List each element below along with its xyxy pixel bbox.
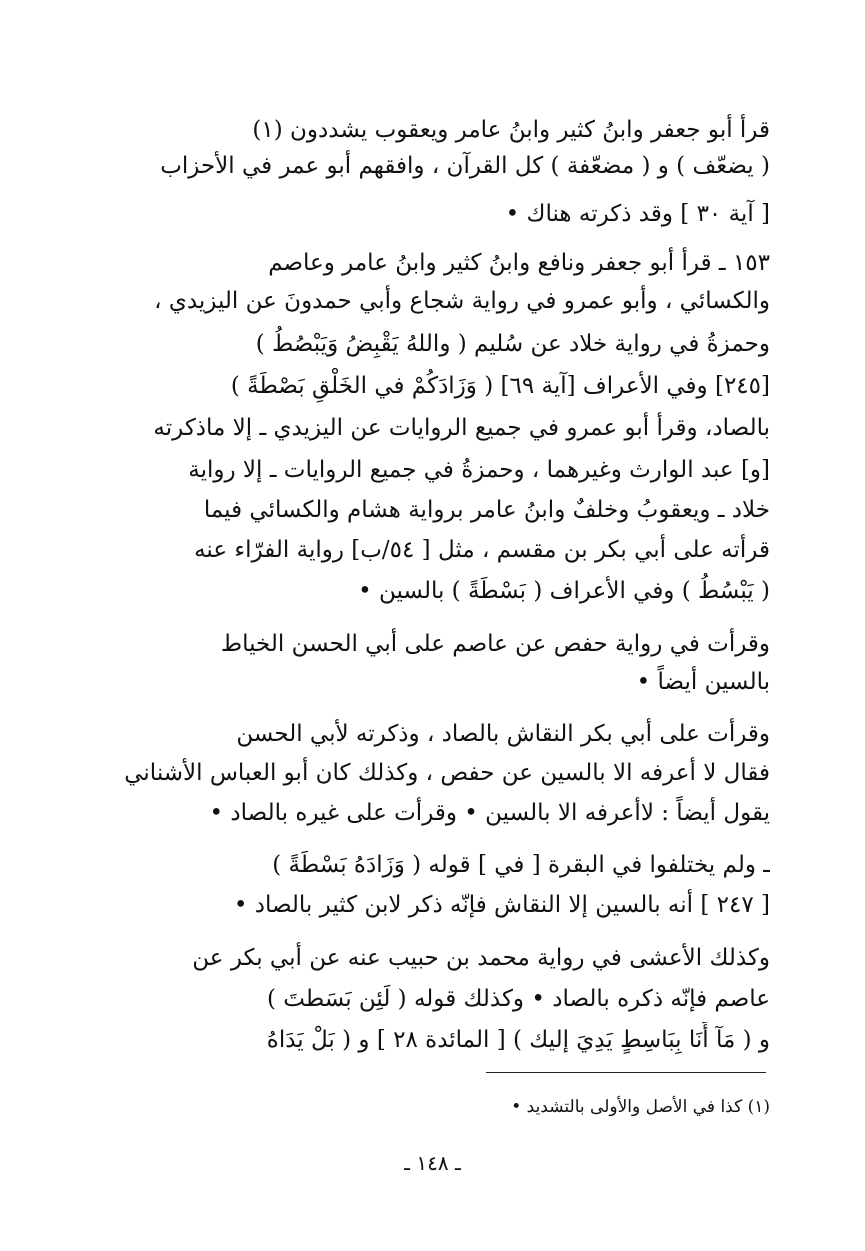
body-line: بالصاد، وقرأ أبو عمرو في جميع الروايات عن اليزيدي ـ إلا ماذكرته	[153, 415, 770, 441]
body-line: ( يضعّف ) و ( مضعّفة ) كل القرآن ، وافقهم أبو عمر في الأحزاب	[160, 153, 770, 179]
body-line: [٢٤٥] وفي الأعراف [آية ٦٩] ( وَزَادَكُمْ في الخَلْقِ بَصْطَةً )	[230, 373, 770, 399]
body-line: يقول أيضاً : لاأعرفه الا بالسين • وقرأت على غيره بالصاد •	[209, 800, 770, 826]
footnote-divider	[486, 1072, 766, 1073]
body-line: [ آية ٣٠ ] وقد ذكرته هناك •	[505, 201, 770, 227]
body-line: قرأته على أبي بكر بن مقسم ، مثل [ ٥٤/ب] رواية الفرّاء عنه	[194, 537, 770, 563]
body-line: قرأ أبو جعفر وابنُ كثير وابنُ عامر ويعقوب يشددون (١)	[252, 117, 770, 143]
body-line: ١٥٣ ـ قرأ أبو جعفر ونافع وابنُ كثير وابنُ عامر وعاصم	[268, 250, 770, 276]
page-number: ـ ١٤٨ ـ	[404, 1151, 461, 1175]
body-line: [و] عبد الوارث وغيرهما ، وحمزةُ في جميع الروايات ـ إلا رواية	[188, 457, 770, 483]
body-line: فقال لا أعرفه الا بالسين عن حفص ، وكذلك كان أبو العباس الأشناني	[124, 760, 770, 786]
body-line: والكسائي ، وأبو عمرو في رواية شجاع وأبي حمدونَ عن اليزيدي ،	[154, 288, 770, 314]
body-line: بالسين أيضاً •	[636, 669, 770, 695]
body-line: ( يَبْسُطُ ) وفي الأعراف ( بَسْطَةً ) بالسين •	[358, 578, 770, 604]
body-line: ـ ولم يختلفوا في البقرة [ في ] قوله ( وَزَادَهُ بَسْطَةً )	[272, 852, 770, 878]
body-line: خلاد ـ ويعقوبُ وخلفٌ وابنُ عامر برواية هشام والكسائي فيما	[203, 497, 770, 523]
body-line: وقرأت في رواية حفص عن عاصم على أبي الحسن الخياط	[220, 631, 770, 657]
footnote: (١) كذا في الأصل والأولى بالتشديد •	[511, 1097, 770, 1117]
body-line: عاصم فإنّه ذكره بالصاد • وكذلك قوله ( لَئِن بَسَطتَ )	[266, 986, 770, 1012]
body-line: وحمزةُ في رواية خلاد عن سُليم ( واللهُ يَقْبِضُ وَيَبْصُطُ )	[255, 331, 770, 357]
body-line: [ ٢٤٧ ] أنه بالسين إلا النقاش فإنّه ذكر لابن كثير بالصاد •	[233, 892, 770, 918]
body-line: وكذلك الأعشى في رواية محمد بن حبيب عنه عن أبي بكر عن	[192, 945, 770, 971]
body-line: وقرأت على أبي بكر النقاش بالصاد ، وذكرته لأبي الحسن	[236, 721, 770, 747]
body-line: و ( مَآ أَنَا بِبَاسِطٍ يَدِيَ إليك ) [ المائدة ٢٨ ] و ( بَلْ يَدَاهُ	[266, 1027, 770, 1053]
